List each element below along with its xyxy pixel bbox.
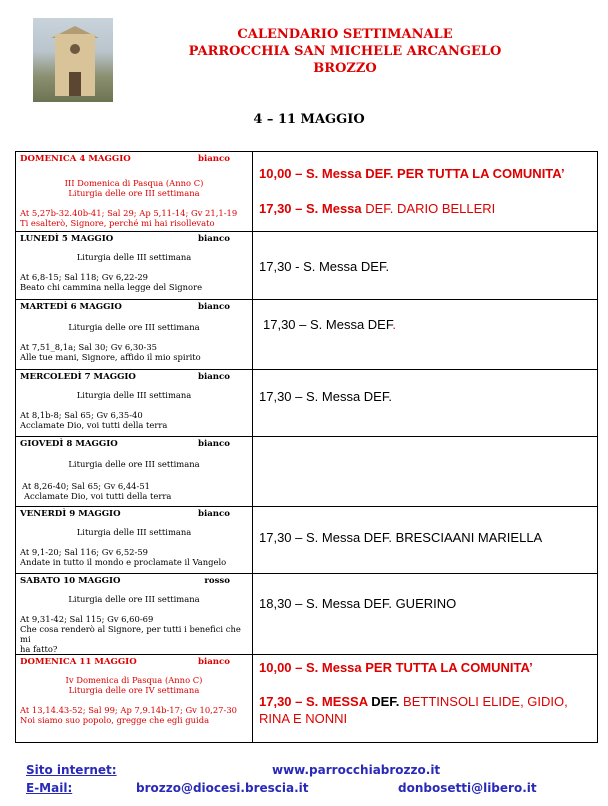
day-masses <box>253 507 598 574</box>
day-title: GIOVEDÌ 8 MAGGIO <box>20 439 118 449</box>
mass-entry <box>259 165 565 182</box>
day-psalm: Andate in tutto il mondo e proclamate il Vangelo <box>20 557 227 567</box>
liturgical-color: rosso <box>204 576 230 586</box>
mass-entry: 18,30 – S. Messa DEF. GUERINO <box>259 596 457 611</box>
liturgical-color: bianco <box>197 154 230 164</box>
liturgical-color: bianco <box>197 372 230 382</box>
day-psalm: Acclamate Dio, voi tutti della terra <box>24 491 172 501</box>
day-info <box>16 152 253 232</box>
liturgical-color: bianco <box>197 509 230 519</box>
mass-entry: 17,30 – S. Messa DEF. BRESCIAANI MARIELLA <box>259 530 543 545</box>
mass-intention: BETTINSOLI ELIDE, GIDIO, <box>399 694 568 709</box>
date-range: 4 – 11 MAGGIO <box>253 112 365 127</box>
email-link-brozzo[interactable]: brozzo@diocesi.brescia.it <box>136 781 309 795</box>
header-parish: PARROCCHIA SAN MICHELE ARCANGELO <box>188 44 502 59</box>
day-row <box>16 574 598 655</box>
day-psalm: Ti esalterò, Signore, perché mi hai risollevato <box>20 218 215 228</box>
page-header <box>180 26 510 77</box>
church-door <box>69 72 81 96</box>
day-psalm: Che cosa renderò al Signore, per tutti i benefici che mi <box>20 624 241 644</box>
liturgical-color: bianco <box>197 234 230 244</box>
day-subtitle: Liturgia delle III settimana <box>76 527 192 537</box>
site-label: Sito internet: <box>26 763 117 777</box>
mass-time: 10,00 – S. Messa PER TUTTA LA COMUNITA’ <box>259 660 533 675</box>
day-row <box>16 300 598 370</box>
church-photo <box>33 18 113 102</box>
day-info <box>16 437 253 507</box>
day-info <box>16 574 253 655</box>
day-title: DOMENICA 4 MAGGIO <box>20 154 131 164</box>
day-psalm-cont: ha fatto? <box>20 644 58 654</box>
mass-text: 17,30 – S. Messa DEF <box>263 317 393 332</box>
mass-entry: 17,30 - S. Messa DEF. <box>259 259 390 274</box>
day-masses <box>253 232 598 300</box>
day-row <box>16 437 598 507</box>
day-subtitle: III Domenica di Pasqua (Anno C) <box>64 178 204 188</box>
liturgical-color: bianco <box>197 439 230 449</box>
day-readings: At 6,8-15; Sal 118; Gv 6,22-29 <box>20 272 148 282</box>
mass-intention: DEF. DARIO BELLERI <box>361 201 496 216</box>
day-row <box>16 655 598 743</box>
day-title: MARTEDÌ 6 MAGGIO <box>20 302 122 312</box>
day-psalm: Beato chi cammina nella legge del Signore <box>20 282 203 292</box>
day-readings: At 13,14.43-52; Sal 99; Ap 7,9.14b-17; Gv 10,27-30 <box>20 705 237 715</box>
day-readings: At 8,1b-8; Sal 65; Gv 6,35-40 <box>20 410 143 420</box>
church-window <box>70 44 80 54</box>
email-label: E-Mail: <box>26 781 73 795</box>
day-masses <box>253 152 598 232</box>
mass-period: . <box>392 317 396 332</box>
day-subtitle: Liturgia delle ore III settimana <box>68 594 200 604</box>
day-subtitle: Liturgia delle III settimana <box>76 252 192 262</box>
mass-entry <box>259 659 533 676</box>
day-info <box>16 370 253 437</box>
day-readings: At 9,1-20; Sal 116; Gv 6,52-59 <box>20 547 148 557</box>
day-readings: At 5,27b-32.40b-41; Sal 29; Ap 5,11-14; Gv 21,1-19 <box>20 208 238 218</box>
day-subtitle-2: Liturgia delle ore III settimana <box>68 188 200 198</box>
day-title: SABATO 10 MAGGIO <box>20 576 121 586</box>
mass-time: 17,30 – S. Messa <box>259 201 362 216</box>
day-subtitle-2: Liturgia delle ore IV settimana <box>68 685 200 695</box>
day-masses <box>253 655 598 743</box>
day-psalm: Acclamate Dio, voi tutti della terra <box>20 420 168 430</box>
day-row <box>16 152 598 232</box>
day-masses <box>253 300 598 370</box>
mass-time: 17,30 – S. MESSA <box>259 694 368 709</box>
day-subtitle: Iv Domenica di Pasqua (Anno C) <box>65 675 203 685</box>
day-masses <box>253 370 598 437</box>
liturgical-color: bianco <box>197 657 230 667</box>
day-info <box>16 300 253 370</box>
day-psalm: Alle tue mani, Signore, affido il mio spirito <box>20 352 201 362</box>
day-readings: At 7,51_8,1a; Sal 30; Gv 6,30-35 <box>20 342 157 352</box>
day-masses <box>253 574 598 655</box>
day-title: LUNEDÌ 5 MAGGIO <box>20 234 114 244</box>
mass-entry <box>263 316 396 333</box>
website-link[interactable]: www.parrocchiabrozzo.it <box>272 763 441 777</box>
day-info <box>16 507 253 574</box>
day-title: DOMENICA 11 MAGGIO <box>20 657 137 667</box>
day-subtitle: Liturgia delle ore III settimana <box>68 322 200 332</box>
email-link-donbosetti[interactable]: donbosetti@libero.it <box>398 781 537 795</box>
day-readings: At 8,26-40; Sal 65; Gv 6,44-51 <box>22 481 150 491</box>
day-row <box>16 232 598 300</box>
day-info <box>16 232 253 300</box>
weekly-calendar <box>15 151 598 743</box>
day-title: MERCOLEDÌ 7 MAGGIO <box>20 372 136 382</box>
liturgical-color: bianco <box>197 302 230 312</box>
day-readings: At 9,31-42; Sal 115; Gv 6,60-69 <box>20 614 154 624</box>
header-town: BROZZO <box>313 61 377 76</box>
header-title: CALENDARIO SETTIMANALE <box>237 27 453 42</box>
mass-intention-cont: RINA E NONNI <box>259 711 348 726</box>
mass-def: DEF. <box>367 694 400 709</box>
day-title: VENERDÌ 9 MAGGIO <box>20 509 121 519</box>
mass-entry: 17,30 – S. Messa DEF. <box>259 389 392 404</box>
day-masses <box>253 437 598 507</box>
mass-time: 10,00 – S. Messa DEF. PER TUTTA LA COMUNITA’ <box>259 166 565 181</box>
day-subtitle: Liturgia delle III settimana <box>76 390 192 400</box>
day-subtitle: Liturgia delle ore III settimana <box>68 459 200 469</box>
day-row <box>16 507 598 574</box>
mass-entry <box>259 200 495 217</box>
day-row <box>16 370 598 437</box>
day-info <box>16 655 253 743</box>
day-psalm: Noi siamo suo popolo, gregge che egli guida <box>20 715 210 725</box>
mass-entry <box>259 693 568 710</box>
